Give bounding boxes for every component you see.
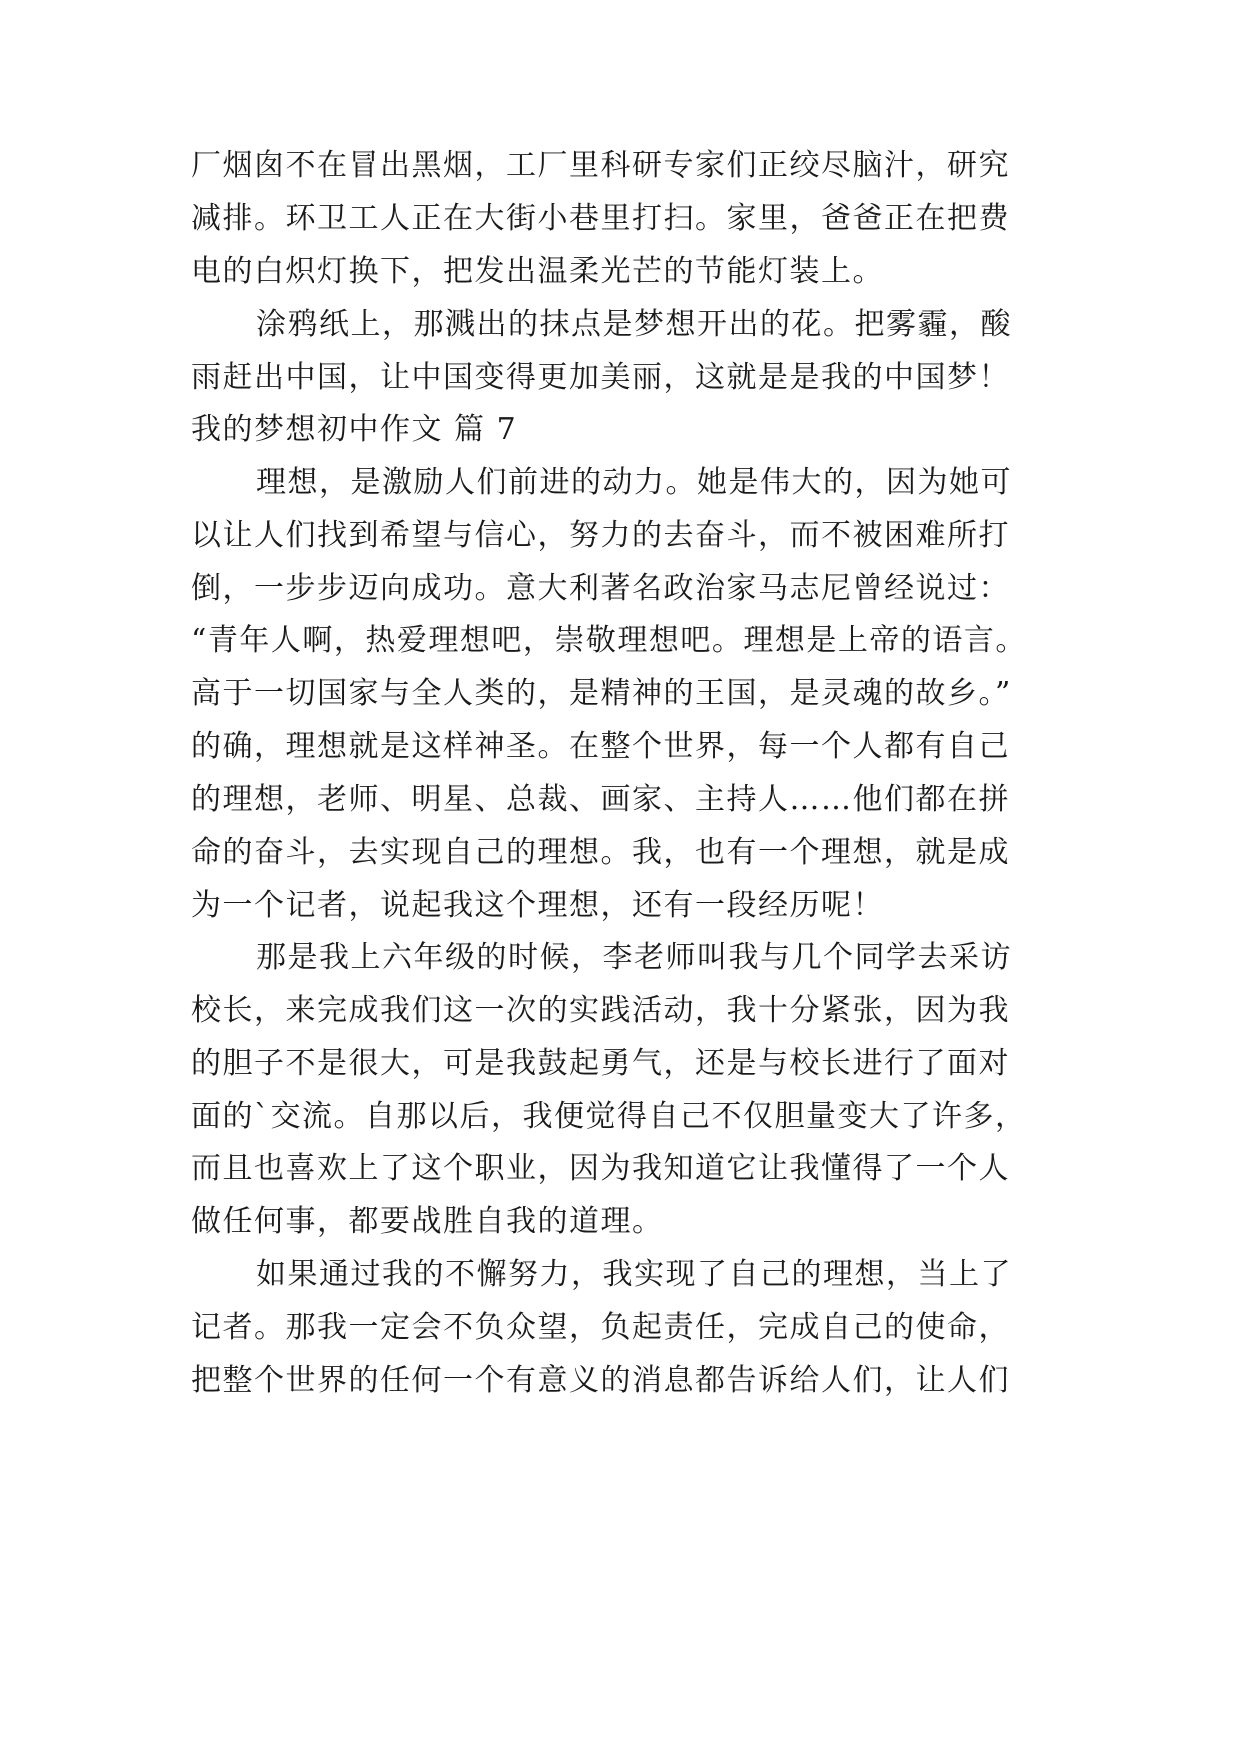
section-heading: 我的梦想初中作文 篇 7 [191,412,518,447]
text-line: 以让人们找到希望与信心，努力的去奋斗，而不被困难所打 [191,518,1010,553]
text-line: 雨赶出中国，让中国变得更加美丽，这就是是我的中国梦！ [191,360,1010,395]
text-line: 而且也喜欢上了这个职业，因为我知道它让我懂得了一个人 [191,1151,1010,1186]
text-line: 的理想，老师、明星、总裁、画家、主持人……他们都在拼 [191,782,1010,817]
text-line: 记者。那我一定会不负众望，负起责任，完成自己的使命， [191,1310,1010,1345]
paragraph-first-line: 理想，是激励人们前进的动力。她是伟大的，因为她可 [256,465,1012,500]
text-line: 高于一切国家与全人类的，是精神的王国，是灵魂的故乡。” [191,676,1012,711]
text-line: 电的白炽灯换下，把发出温柔光芒的节能灯装上。 [191,254,884,289]
text-line: 的确，理想就是这样神圣。在整个世界，每一个人都有自己 [191,729,1010,764]
text-line: 命的奋斗，去实现自己的理想。我，也有一个理想，就是成 [191,835,1010,870]
text-line: “青年人啊，热爱理想吧，崇敬理想吧。理想是上帝的语言。 [191,623,1027,658]
text-line: 为一个记者，说起我这个理想，还有一段经历呢！ [191,888,884,923]
paragraph-first-line: 涂鸦纸上，那溅出的抹点是梦想开出的花。把雾霾，酸 [256,307,1012,342]
text-line: 的胆子不是很大，可是我鼓起勇气，还是与校长进行了面对 [191,1046,1010,1081]
text-line: 厂烟囱不在冒出黑烟，工厂里科研专家们正绞尽脑汁，研究 [191,148,1010,183]
paragraph-first-line: 如果通过我的不懈努力，我实现了自己的理想，当上了 [256,1257,1012,1292]
text-line: 校长，来完成我们这一次的实践活动，我十分紧张，因为我 [191,993,1010,1028]
text-line: 面的`交流。自那以后，我便觉得自己不仅胆量变大了许多， [191,1099,1027,1134]
text-line: 做任何事，都要战胜自我的道理。 [191,1204,664,1239]
text-line: 倒，一步步迈向成功。意大利著名政治家马志尼曾经说过： [191,571,1010,606]
text-line: 减排。环卫工人正在大街小巷里打扫。家里，爸爸正在把费 [191,201,1010,236]
paragraph-first-line: 那是我上六年级的时候，李老师叫我与几个同学去采访 [256,940,1012,975]
text-line: 把整个世界的任何一个有意义的消息都告诉给人们，让人们 [191,1363,1010,1398]
